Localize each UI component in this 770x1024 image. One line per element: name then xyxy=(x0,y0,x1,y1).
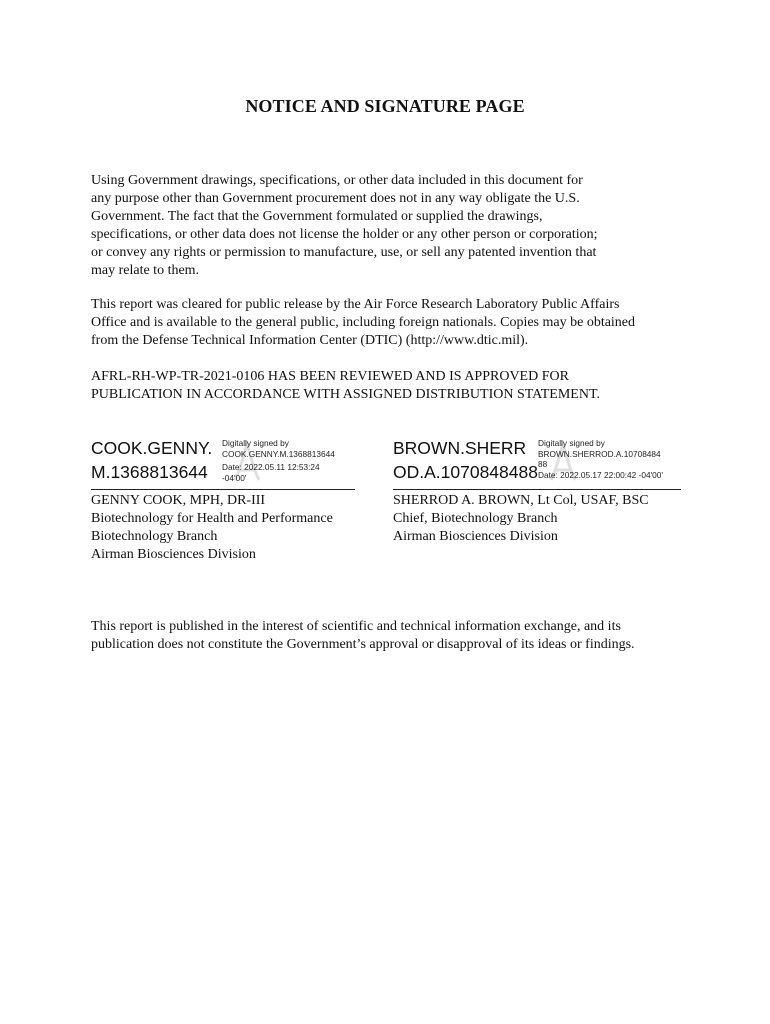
signer-title: SHERROD A. BROWN, Lt Col, USAF, BSC xyxy=(393,493,649,508)
release-line: This report was cleared for public release by the Air Force Research Laboratory Public Affairs xyxy=(91,297,620,312)
signed-label: Digitally signed by xyxy=(222,438,289,448)
government-use-notice xyxy=(91,172,691,280)
digital-signature-brown xyxy=(393,436,681,488)
signer-name-line: OD.A.1070848488 xyxy=(393,462,538,482)
signer-affiliation: Biotechnology Branch xyxy=(91,529,218,544)
signature-details xyxy=(538,438,663,480)
notice-line: Using Government drawings, specifications, or other data included in this document for xyxy=(91,173,583,188)
digital-signature-cook xyxy=(91,436,355,488)
publication-disclaimer xyxy=(91,618,691,654)
notice-line: Government. The fact that the Government formulated or supplied the drawings, xyxy=(91,209,543,224)
approval-statement xyxy=(91,368,691,404)
approval-line: PUBLICATION IN ACCORDANCE WITH ASSIGNED DISTRIBUTION STATEMENT. xyxy=(91,387,600,402)
public-release-notice xyxy=(91,296,691,350)
signature-line xyxy=(393,489,681,490)
signature-details xyxy=(222,438,335,483)
signer-title: GENNY COOK, MPH, DR-III xyxy=(91,493,266,508)
signature-date: Date: 2022.05.17 22:00:42 -04'00' xyxy=(538,469,663,480)
signer-block-brown xyxy=(393,492,649,546)
signature-line xyxy=(91,489,355,490)
signed-label: Digitally signed by xyxy=(538,438,605,448)
signed-by: 88 xyxy=(538,459,548,469)
release-line: Office and is available to the general public, including foreign nationals. Copies may be obtained xyxy=(91,315,636,330)
signer-name-line: M.1368813644 xyxy=(91,462,208,482)
release-line: from the Defense Technical Information Center (DTIC) (http://www.dtic.mil). xyxy=(91,333,529,348)
signer-name-line: COOK.GENNY. xyxy=(91,438,213,458)
signer-affiliation: Airman Biosciences Division xyxy=(91,547,256,562)
signer-name xyxy=(91,436,212,484)
signer-affiliation: Airman Biosciences Division xyxy=(393,529,558,544)
signer-name xyxy=(393,436,538,484)
signature-date-offset: -04'00' xyxy=(222,472,247,483)
disclaimer-line: This report is published in the interest of scientific and technical information exchange, and its xyxy=(91,619,621,634)
signer-affiliation: Chief, Biotechnology Branch xyxy=(393,511,558,526)
signer-name-line: BROWN.SHERR xyxy=(393,438,527,458)
signature-date: Date: 2022.05.11 12:53:24 xyxy=(222,462,320,472)
signer-block-cook xyxy=(91,492,333,564)
signer-affiliation: Biotechnology for Health and Performance xyxy=(91,511,333,526)
page-title: NOTICE AND SIGNATURE PAGE xyxy=(245,96,525,116)
notice-line: may relate to them. xyxy=(91,263,200,278)
approval-line: AFRL-RH-WP-TR-2021-0106 HAS BEEN REVIEWED AND IS APPROVED FOR xyxy=(91,369,569,384)
notice-line: specifications, or other data does not license the holder or any other person or corporation; xyxy=(91,227,598,242)
notice-line: any purpose other than Government procurement does not in any way obligate the U.S. xyxy=(91,191,580,206)
signed-by: BROWN.SHERROD.A.10708484 xyxy=(538,448,661,459)
notice-line: or convey any rights or permission to manufacture, use, or sell any patented invention that xyxy=(91,245,597,260)
signed-by: COOK.GENNY.M.1368813644 xyxy=(222,448,335,459)
disclaimer-line: publication does not constitute the Government’s approval or disapproval of its ideas or findings. xyxy=(91,637,635,652)
